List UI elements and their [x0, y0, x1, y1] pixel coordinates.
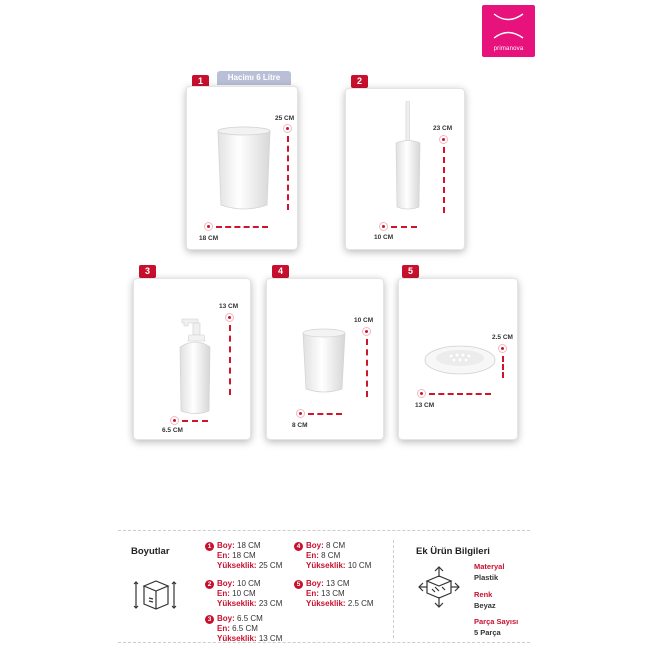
width-label-4: 8 CM	[292, 422, 308, 429]
width-marker-3	[170, 416, 179, 425]
spec-number-4: 4	[294, 542, 303, 551]
width-line-3	[182, 420, 208, 422]
en-value: 13 CM	[321, 589, 345, 598]
yukseklik-label: Yükseklik:	[217, 561, 257, 570]
en-value: 6.5 CM	[232, 624, 258, 633]
boy-value: 13 CM	[326, 579, 350, 588]
height-label-1: 25 CM	[275, 115, 295, 122]
product-card-4	[266, 278, 384, 440]
height-line-3	[229, 325, 231, 395]
toilet-brush-image	[394, 101, 422, 213]
width-marker-1	[204, 222, 213, 231]
boy-value: 8 CM	[326, 541, 346, 550]
spec-2	[217, 579, 282, 609]
boy-label: Boy:	[217, 614, 235, 623]
color-label: Renk	[474, 590, 493, 599]
en-label: En:	[217, 624, 230, 633]
logo-mark-icon	[490, 11, 527, 41]
spec-5	[306, 579, 374, 609]
product-number-2: 2	[351, 75, 368, 88]
section-divider-vertical	[393, 540, 394, 638]
yukseklik-label: Yükseklik:	[306, 599, 346, 608]
spec-number-5: 5	[294, 580, 303, 589]
yukseklik-label: Yükseklik:	[306, 561, 346, 570]
boy-value: 6.5 CM	[237, 614, 263, 623]
width-label-3: 6.5 CM	[162, 427, 183, 434]
product-number-1: 1	[192, 75, 209, 88]
height-label-3: 13 CM	[219, 303, 239, 310]
soap-dish-image	[423, 343, 497, 377]
parts-label: Parça Sayısı	[474, 617, 519, 626]
en-label: En:	[217, 589, 230, 598]
spec-number-3: 3	[205, 615, 214, 624]
width-label-1: 18 CM	[199, 235, 219, 242]
product-number-4: 4	[272, 265, 289, 278]
brand-name: primanova	[493, 46, 524, 52]
width-line-1	[216, 226, 268, 228]
volume-tag: Hacimı 6 Litre	[217, 71, 291, 85]
width-marker-4	[296, 409, 305, 418]
product-number-3: 3	[139, 265, 156, 278]
spec-4	[306, 541, 371, 571]
en-label: En:	[306, 551, 319, 560]
height-line-5	[502, 356, 504, 378]
material-value: Plastik	[474, 573, 499, 582]
height-marker-3	[225, 313, 234, 322]
boy-label: Boy:	[217, 541, 235, 550]
boy-label: Boy:	[306, 579, 324, 588]
boy-value: 10 CM	[237, 579, 261, 588]
material-label: Materyal	[474, 562, 505, 571]
boy-label: Boy:	[306, 541, 324, 550]
en-value: 10 CM	[232, 589, 256, 598]
product-number-5: 5	[402, 265, 419, 278]
yukseklik-value: 2.5 CM	[347, 599, 374, 608]
width-line-2	[391, 226, 417, 228]
width-label-5: 13 CM	[415, 402, 435, 409]
brand-logo	[482, 5, 535, 57]
section-divider-top	[118, 530, 530, 531]
en-value: 8 CM	[321, 551, 341, 560]
yukseklik-label: Yükseklik:	[217, 599, 257, 608]
height-line-2	[443, 147, 445, 213]
yukseklik-label: Yükseklik:	[217, 634, 257, 643]
soap-dispenser-image	[176, 317, 214, 417]
height-line-4	[366, 339, 368, 397]
product-card-3	[133, 278, 251, 440]
height-marker-1	[283, 124, 292, 133]
height-marker-4	[362, 327, 371, 336]
product-card-5	[398, 278, 518, 440]
en-label: En:	[306, 589, 319, 598]
height-label-4: 10 CM	[354, 317, 374, 324]
height-label-5: 2.5 CM	[492, 334, 513, 341]
yukseklik-value: 25 CM	[258, 561, 283, 570]
section-divider-bottom	[118, 642, 530, 643]
product-card-2	[345, 88, 465, 250]
trash-bin-image	[215, 125, 273, 211]
width-marker-2	[379, 222, 388, 231]
material-layers-icon	[415, 563, 463, 611]
width-marker-5	[417, 389, 426, 398]
spec-3	[217, 614, 282, 644]
en-label: En:	[217, 551, 230, 560]
dimensions-title: Boyutlar	[131, 546, 170, 557]
width-label-2: 10 CM	[374, 234, 394, 241]
height-line-1	[287, 136, 289, 210]
width-line-4	[308, 413, 342, 415]
height-label-2: 23 CM	[433, 125, 453, 132]
yukseklik-value: 23 CM	[258, 599, 283, 608]
boy-label: Boy:	[217, 579, 235, 588]
product-card-1	[186, 86, 298, 250]
spec-1	[217, 541, 282, 571]
boy-value: 18 CM	[237, 541, 261, 550]
height-marker-5	[498, 344, 507, 353]
toothbrush-holder-image	[301, 327, 347, 395]
yukseklik-value: 10 CM	[347, 561, 372, 570]
width-line-5	[429, 393, 491, 395]
spec-number-1: 1	[205, 542, 214, 551]
extra-info-title: Ek Ürün Bilgileri	[416, 546, 490, 557]
box-dimensions-icon	[130, 576, 180, 614]
en-value: 18 CM	[232, 551, 256, 560]
spec-number-2: 2	[205, 580, 214, 589]
parts-value: 5 Parça	[474, 628, 501, 637]
height-marker-2	[439, 135, 448, 144]
color-value: Beyaz	[474, 601, 496, 610]
yukseklik-value: 13 CM	[258, 634, 283, 643]
